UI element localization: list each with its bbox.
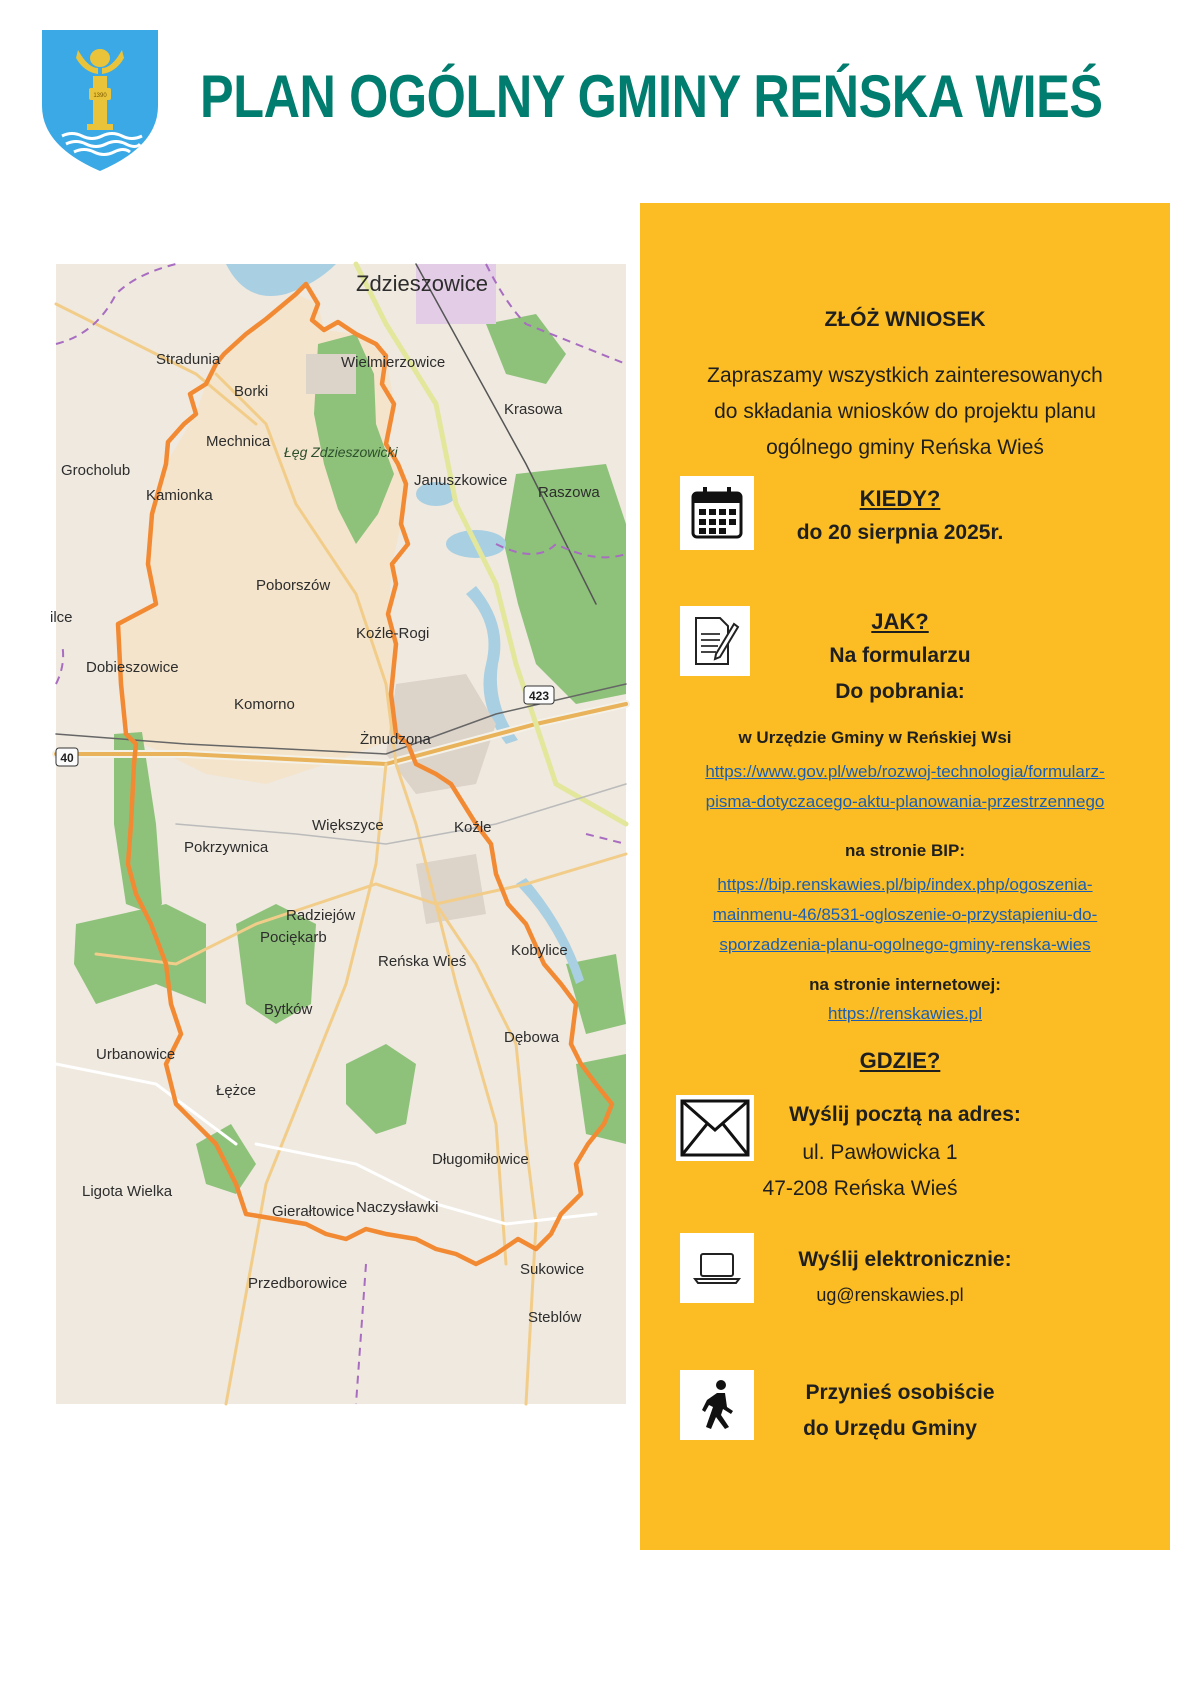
- place-label: Bytków: [264, 1001, 313, 1018]
- place-label: Raszowa: [538, 484, 600, 501]
- place-label: Poborszów: [256, 577, 331, 594]
- place-label: Krasowa: [504, 401, 563, 418]
- intro-line: do składania wniosków do projektu planu: [714, 400, 1096, 423]
- panel-heading: ZŁÓŻ WNIOSEK: [824, 308, 986, 331]
- crest-year: 1390: [93, 93, 107, 99]
- place-label: Borki: [234, 383, 269, 400]
- post-label: Wyślij pocztą na adres:: [789, 1103, 1021, 1126]
- place-label: Grocholub: [61, 462, 131, 479]
- coat-of-arms-logo: [40, 28, 160, 173]
- place-label: Łęg Zdzieszowicki: [284, 444, 398, 460]
- place-label: Łężce: [216, 1082, 257, 1099]
- place-label: Dębowa: [504, 1029, 560, 1046]
- deadline-text: do 20 sierpnia 2025r.: [796, 521, 1004, 544]
- office-form-link[interactable]: [640, 757, 1170, 817]
- road-number-423: 423: [528, 689, 550, 703]
- in-person-line-2: do Urzędu Gminy: [803, 1417, 977, 1440]
- when-label: KIEDY?: [859, 486, 941, 511]
- place-label: Reńska Wieś: [378, 953, 467, 970]
- road-number-40: 40: [60, 751, 74, 765]
- place-label: Sukowice: [520, 1261, 585, 1278]
- how-line-2: Do pobrania:: [835, 680, 965, 703]
- link-line[interactable]: pisma-dotyczacego-aktu-planowania-przestrzennego: [705, 792, 1105, 811]
- place-label: Naczysławki: [356, 1199, 439, 1216]
- place-label: Kamionka: [146, 487, 213, 504]
- intro-line: Zapraszamy wszystkich zainteresowanych: [707, 364, 1103, 387]
- post-city: 47-208 Reńska Wieś: [762, 1177, 958, 1200]
- place-label: Pokrzywnica: [184, 839, 269, 856]
- where-label: GDZIE?: [859, 1048, 941, 1073]
- place-label: Steblów: [528, 1309, 582, 1326]
- post-street: ul. Pawłowicka 1: [802, 1141, 958, 1164]
- how-line-1: Na formularzu: [829, 644, 971, 667]
- info-panel: [640, 203, 1170, 1550]
- link-line[interactable]: https://www.gov.pl/web/rozwoj-technologia/formularz-: [705, 762, 1105, 781]
- email-address[interactable]: ug@renskawies.pl: [816, 1285, 964, 1305]
- in-person-line-1: Przynieś osobiście: [805, 1381, 995, 1404]
- online-label: Wyślij elektronicznie:: [798, 1248, 1012, 1271]
- place-label: Długomiłowice: [432, 1151, 529, 1168]
- place-label: Zdzieszowice: [356, 271, 489, 296]
- place-label: Radziejów: [286, 907, 356, 924]
- place-label: Januszkowice: [414, 472, 508, 489]
- place-label: Stradunia: [156, 351, 221, 368]
- place-label: Koźle: [454, 819, 492, 836]
- place-label: Większyce: [312, 817, 384, 834]
- website-link[interactable]: https://renskawies.pl: [827, 1004, 982, 1023]
- link-line[interactable]: https://bip.renskawies.pl/bip/index.php/ogoszenia-: [717, 875, 1093, 894]
- place-label: Przedborowice: [248, 1275, 348, 1292]
- intro-text: [660, 358, 1150, 466]
- link-line[interactable]: mainmenu-46/8531-ogloszenie-o-przystapieniu-do-: [712, 905, 1098, 924]
- place-label: Dobieszowice: [86, 659, 179, 676]
- place-label: Ligota Wielka: [82, 1183, 173, 1200]
- office-label: w Urzędzie Gminy w Reńskiej Wsi: [738, 728, 1012, 747]
- place-label: ilce: [50, 609, 73, 626]
- place-label: Pociękarb: [260, 929, 327, 946]
- place-label: Gierałtowice: [272, 1203, 355, 1220]
- place-label: Komorno: [234, 696, 295, 713]
- place-label: Żmudzona: [360, 731, 431, 748]
- place-label: Koźle-Rogi: [356, 625, 430, 642]
- municipality-map[interactable]: [50, 264, 626, 1404]
- website-label: na stronie internetowej:: [809, 975, 1001, 994]
- place-label: Wielmierzowice: [341, 354, 446, 371]
- place-label: Urbanowice: [96, 1046, 176, 1063]
- place-label: Kobylice: [511, 942, 568, 959]
- place-label: Mechnica: [206, 433, 271, 450]
- intro-line: ogólnego gminy Reńska Wieś: [766, 436, 1044, 459]
- link-line[interactable]: sporzadzenia-planu-ogolnego-gminy-renska-wies: [719, 935, 1091, 954]
- bip-label: na stronie BIP:: [845, 841, 965, 860]
- page-title: PLAN OGÓLNY GMINY REŃSKA WIEŚ: [200, 63, 1103, 130]
- bip-link[interactable]: [640, 870, 1170, 960]
- how-label: JAK?: [871, 609, 929, 634]
